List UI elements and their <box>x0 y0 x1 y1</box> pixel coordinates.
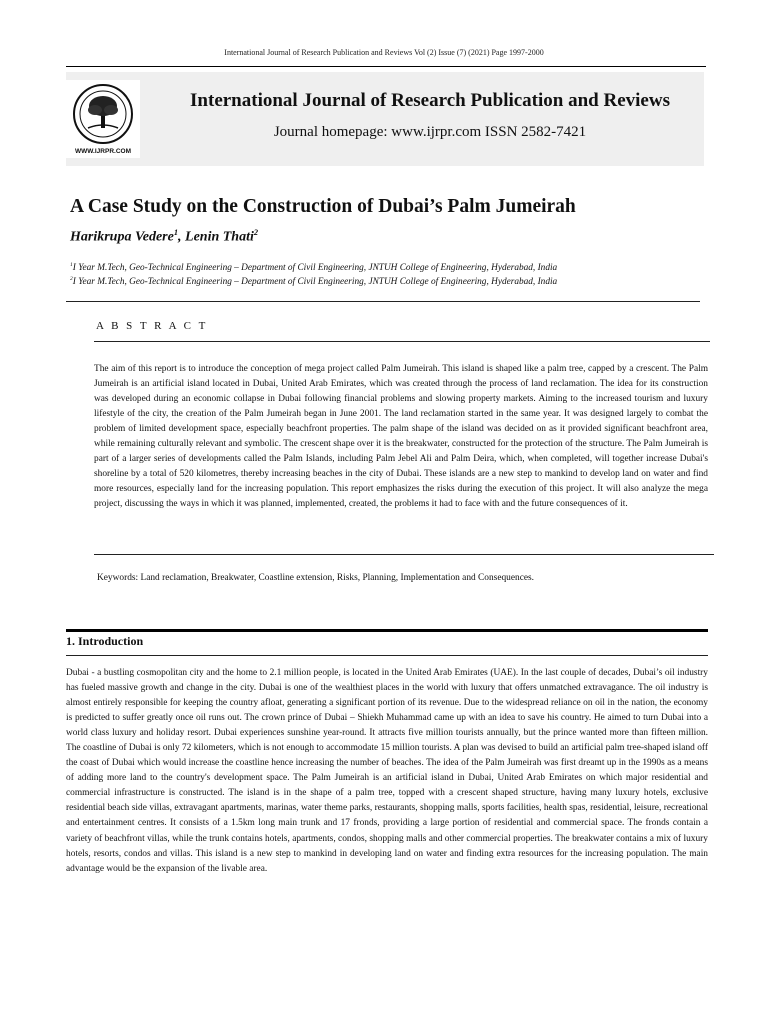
affiliation-1 <box>70 262 557 273</box>
journal-homepage-line: Journal homepage: www.ijrpr.com ISSN 2582-7421 <box>273 124 587 140</box>
divider <box>66 655 708 656</box>
abstract-body: The aim of this report is to introduce the conception of mega project called Palm Jumeirah. This island is shaped like a palm tree, capped by a crescent. The Palm Jumeirah is an artificial island located in Dubai, United Arab Emirates, which was created through the process of land reclamation. The idea for its construction was developed during an economic collapse in Dubai following financial problems and slowing property markets. Aiming to the increased tourism and luxury lifestyle of the city, the creation of the Palm Jumeirah began in June 2001. The land reclamation started in the same year. It was designed largely to combat the problem of limited development space, especially beachfront properties. The palm shape of the island was decided on as it provided significant beachfront area, while remaining culturally relevant and symbolic. The crescent shape over it is the breakwater, constructed for the protection of the structure. The Palm Jumeirah is part of a larger series of developments called the Palm Islands, including Palm Jebel Ali and Palm Deira, which, when completed, will together increase Dubai's shoreline by a total of 520 kilometres, thereby increasing beaches in the city of Dubai. These islands are a new step to mankind to develop land on water and find more resources, especially land for the increasing population. This report emphasizes the risks during the execution of this project. It will also analyze the mega project, discussing the ways in which it was planned, implemented, created, the problems it had to face with and the future consequences of it. <box>94 364 708 509</box>
divider <box>94 341 710 342</box>
author-name: Lenin Thati <box>185 229 254 245</box>
author-separator: , <box>178 229 186 245</box>
keywords: Keywords: Land reclamation, Breakwater, Coastline extension, Risks, Planning, Implementation and Consequences. <box>97 573 535 583</box>
affiliation-text: I Year M.Tech, Geo-Technical Engineering – Department of Civil Engineering, JNTUH College of Engineering, Hyderabad, India <box>72 263 558 274</box>
section-rule <box>66 629 708 632</box>
author-affil-marker: 1 <box>173 228 179 237</box>
journal-logo <box>66 80 140 158</box>
affiliation-2 <box>70 276 557 287</box>
divider <box>66 301 700 302</box>
journal-masthead <box>66 72 704 166</box>
affiliation-text: I Year M.Tech, Geo-Technical Engineering – Department of Civil Engineering, JNTUH College of Engineering, Hyderabad, India <box>72 277 558 288</box>
section-heading-introduction: 1. Introduction <box>66 634 144 648</box>
journal-title: International Journal of Research Publication and Reviews <box>190 90 670 111</box>
author-line <box>70 228 258 246</box>
paper-title: A Case Study on the Construction of Dubai’s Palm Jumeirah <box>70 196 576 217</box>
author-affil-marker: 2 <box>253 228 259 237</box>
header-rule <box>66 66 706 67</box>
divider <box>94 554 714 555</box>
author-name: Harikrupa Vedere <box>70 229 174 245</box>
abstract-heading: A B S T R A C T <box>96 320 208 332</box>
running-head: International Journal of Research Publication and Reviews Vol (2) Issue (7) (2021) Page 1997-2000 <box>224 48 544 57</box>
logo-text: WWW.IJRPR.COM <box>75 148 131 155</box>
affiliation-marker: 1 <box>70 262 73 268</box>
affiliation-marker: 2 <box>70 276 73 282</box>
introduction-body: Dubai - a bustling cosmopolitan city and the home to 2.1 million people, is located in the United Arab Emirates (UAE). In the last couple of decades, Dubai’s oil industry has fueled massive growth and change in the city. Dubai is one of the wealthiest places in the world with luxury that offers unmatched extravagance. The oil industry is almost entirely responsible for keeping the country afloat, generating a significant portion of its revenue. Due to the widespread reliance on oil in the nation, the economy is predicted to suffer greatly once oil runs out. The crown prince of Dubai – Shiekh Muhammad came up with an idea to save his country. He aimed to turn Dubai into a world class luxury and holiday resort. Dubai experiences sunshine year-round. It attracts five million tourists annually, but the prince wanted more than fifteen million. The coastline of Dubai is only 72 kilometers, which is not enough to accommodate 15 million tourists. A plan was devised to build an artificial palm tree-shaped island off the coast of Dubai which would increase the coastline hence increasing the number of beaches. The idea of the Palm Jumeirah was first dreamt up in the 1990s as a means of adding more land to the country's development space. The Palm Jumeirah is an artificial island in Dubai, United Arab Emirates on which major residential and commercial infrastructure is constructed. The island is in the shape of a palm tree, topped with a crescent shaped structure, having many luxury hotels, exclusive residential beach side villas, extravagant apartments, marinas, water theme parks, restaurants, shopping malls, sports facilities, health spas, residential, leisure, recreational and entertainment centres. It consists of a 1.5km long main trunk and 17 fronds, providing a large portion of residential and commercial space. The fronds contain a variety of beachfront villas, while the trunk contains hotels, apartments, condos, shopping malls and other commercial properties. The breakwater contains a mix of luxury hotels, resorts, condos and villas. This island is a new step to mankind in developing land on water and finding extra resources for the increasing population. The main advantage would be the expansion of the livable area. <box>66 668 708 874</box>
